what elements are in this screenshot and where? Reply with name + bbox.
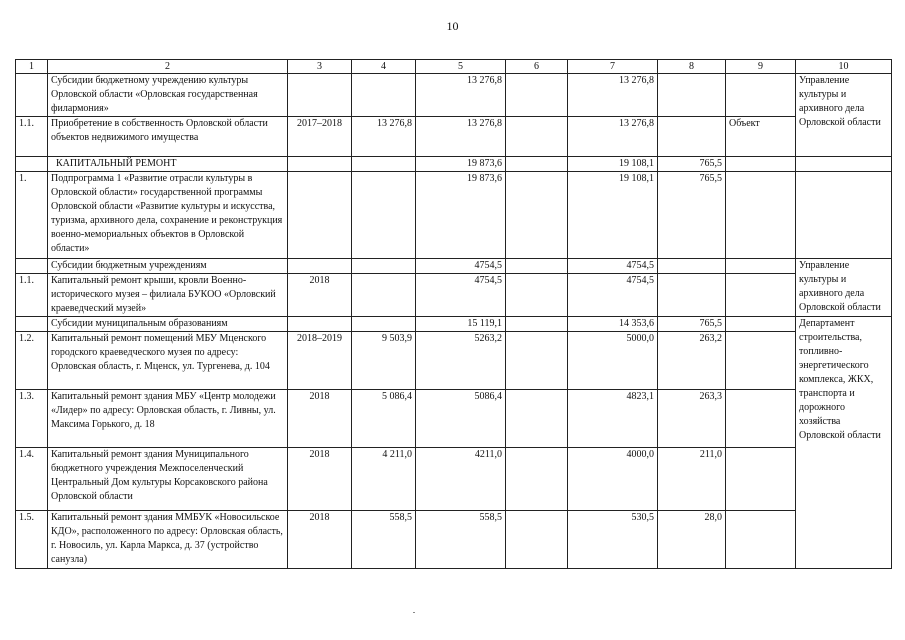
row-number: 1. [16,172,48,259]
row-col8 [658,117,726,157]
row-col10 [796,172,892,259]
row-col4 [352,172,416,259]
row-col6 [506,172,568,259]
row-col9 [726,511,796,569]
row-col9 [726,74,796,117]
row-col6 [506,117,568,157]
row-description: Субсидии бюджетному учреждению культуры Орловской области «Орловская государственная филармония» [48,74,288,117]
row-description: Капитальный ремонт помещений МБУ Мценского городского краеведческого музея по адресу: Орловская область, г. Мценск, ул. Тургенева, д. 104 [48,332,288,390]
row-number: 1.3. [16,390,48,448]
row-period [288,172,352,259]
responsible-department: Управление культуры и архивного дела Орловской области [796,74,892,157]
row-col6 [506,317,568,332]
row-number [16,74,48,117]
row-description: Субсидии муниципальным образованиям [48,317,288,332]
row-col5: 558,5 [416,511,506,569]
row-col4 [352,259,416,274]
row-col8 [658,74,726,117]
row-col5: 13 276,8 [416,117,506,157]
row-col7: 14 353,6 [568,317,658,332]
row-description: Капитальный ремонт здания Муниципального бюджетного учреждения Межпоселенческий Центральный Дом культуры Корсаковского района Орловской области [48,448,288,511]
row-col9 [726,448,796,511]
row-description: Капитальный ремонт здания ММБУК «Новосильское КДО», расположенного по адресу: Орловская область, г. Новосиль, ул. Карла Маркса, д. 37 (устройство санузла) [48,511,288,569]
row-col4: 5 086,4 [352,390,416,448]
row-col6 [506,390,568,448]
column-header: 1 [16,60,48,74]
row-col8: 263,3 [658,390,726,448]
row-col7: 13 276,8 [568,117,658,157]
row-col7: 530,5 [568,511,658,569]
row-col6 [506,259,568,274]
row-col9 [726,332,796,390]
row-description: Капитальный ремонт здания МБУ «Центр молодежи «Лидер» по адресу: Орловская область, г. Ливны, ул. Максима Горького, д. 18 [48,390,288,448]
row-col6 [506,74,568,117]
row-col4 [352,274,416,317]
row-col6 [506,332,568,390]
row-col6 [506,157,568,172]
column-header: 7 [568,60,658,74]
row-col7: 5000,0 [568,332,658,390]
row-col7: 13 276,8 [568,74,658,117]
row-col9: Объект [726,117,796,157]
table-row [16,74,892,117]
row-col4: 13 276,8 [352,117,416,157]
row-period [288,74,352,117]
responsible-department: Управление культуры и архивного дела Орловской области [796,259,892,317]
row-period: 2018 [288,511,352,569]
row-col8: 765,5 [658,317,726,332]
page-number: 10 [446,19,459,33]
table-row [16,332,892,390]
row-number [16,259,48,274]
row-period: 2018 [288,274,352,317]
row-col5: 19 873,6 [416,157,506,172]
row-col8: 28,0 [658,511,726,569]
row-col7: 4754,5 [568,274,658,317]
row-col7: 19 108,1 [568,157,658,172]
column-header: 4 [352,60,416,74]
row-period [288,317,352,332]
column-header: 8 [658,60,726,74]
row-col5: 5086,4 [416,390,506,448]
budget-table [15,59,892,569]
table-row [16,117,892,157]
row-number [16,317,48,332]
row-period: 2018 [288,448,352,511]
row-col6 [506,511,568,569]
row-col7: 4000,0 [568,448,658,511]
row-period [288,259,352,274]
row-number: 1.2. [16,332,48,390]
row-col4: 4 211,0 [352,448,416,511]
row-number: 1.1. [16,274,48,317]
row-description: КАПИТАЛЬНЫЙ РЕМОНТ [48,157,288,172]
row-col4 [352,74,416,117]
row-description: Капитальный ремонт крыши, кровли Военно-исторического музея – филиала БУКОО «Орловский краеведческий музей» [48,274,288,317]
column-header: 10 [796,60,892,74]
table-row [16,274,892,317]
row-col5: 15 119,1 [416,317,506,332]
row-col7: 4823,1 [568,390,658,448]
row-col8: 765,5 [658,172,726,259]
row-col8 [658,274,726,317]
row-col7: 19 108,1 [568,172,658,259]
row-number: 1.1. [16,117,48,157]
row-period: 2017–2018 [288,117,352,157]
row-number [16,157,48,172]
column-header: 9 [726,60,796,74]
table-row [16,390,892,448]
row-description: Подпрограмма 1 «Развитие отрасли культуры в Орловской области» государственной программы Орловской области «Развитие культуры и искусства, туризма, архивного дела, сохранение и реконструкция военно-мемориальных объектов в Орловской области» [48,172,288,259]
row-col6 [506,274,568,317]
row-col5: 19 873,6 [416,172,506,259]
row-col8 [658,259,726,274]
row-col4 [352,317,416,332]
row-col5: 4211,0 [416,448,506,511]
responsible-department: Департамент строительства, топливно-энергетического комплекса, ЖКХ, транспорта и дорожного хозяйства Орловской области [796,317,892,569]
table-row [16,511,892,569]
row-col4: 9 503,9 [352,332,416,390]
row-col9 [726,172,796,259]
row-col9 [726,274,796,317]
row-col8: 211,0 [658,448,726,511]
row-col5: 4754,5 [416,259,506,274]
row-number: 1.5. [16,511,48,569]
row-col5: 13 276,8 [416,74,506,117]
scan-speck [413,612,415,613]
table-row [16,259,892,274]
row-period [288,157,352,172]
row-col9 [726,157,796,172]
row-col8: 263,2 [658,332,726,390]
header-row [16,60,892,74]
table-row [16,448,892,511]
row-period: 2018–2019 [288,332,352,390]
row-col9 [726,317,796,332]
row-col6 [506,448,568,511]
table-row [16,172,892,259]
row-col5: 4754,5 [416,274,506,317]
column-header: 3 [288,60,352,74]
table-row [16,157,892,172]
row-col4 [352,157,416,172]
row-period: 2018 [288,390,352,448]
column-header: 6 [506,60,568,74]
row-col8: 765,5 [658,157,726,172]
row-col9 [726,390,796,448]
row-col7: 4754,5 [568,259,658,274]
row-number: 1.4. [16,448,48,511]
row-col10 [796,157,892,172]
row-description: Приобретение в собственность Орловской области объектов недвижимого имущества [48,117,288,157]
column-header: 5 [416,60,506,74]
column-header: 2 [48,60,288,74]
row-col9 [726,259,796,274]
row-description: Субсидии бюджетным учреждениям [48,259,288,274]
table-row [16,317,892,332]
row-col5: 5263,2 [416,332,506,390]
row-col4: 558,5 [352,511,416,569]
